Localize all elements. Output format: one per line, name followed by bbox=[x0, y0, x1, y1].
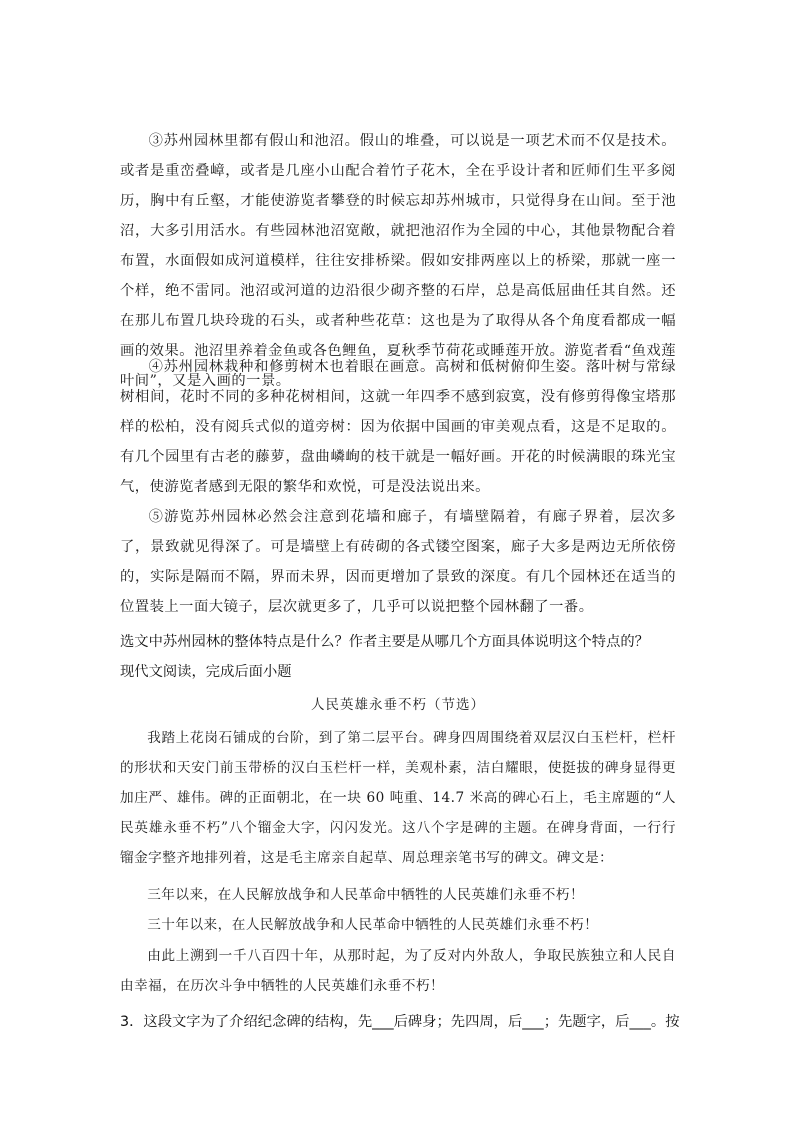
inscription-line-1: 三年以来，在人民解放战争和人民革命中牺牲的人民英雄们永垂不朽！ bbox=[147, 887, 585, 903]
section-intro: 现代文阅读，完成后面小题 bbox=[120, 664, 292, 680]
passage-suzhou-para5 bbox=[120, 502, 676, 622]
passage-monument-para1 bbox=[120, 723, 676, 873]
monument-paragraph-1: 我踏上花岗石铺成的台阶，到了第二层平台。碑身四周围绕着双层汉白玉栏杆，栏杆的形状和天安门前玉带桥的汉白玉栏杆一样，美观朴素，洁白耀眼，使挺拔的碑身显得更加庄严、雄伟。碑的正面朝北，在一块 60 吨重、14.7 米高的碑心石上，毛主席题的“人民英雄永垂不朽”八个镏金大字，闪闪发光。这八个字是碑的主题。在碑身背面，一行行镏金字整齐地排列着，这是毛主席亲自起草、周总理亲笔书写的碑文。碑文是： bbox=[120, 730, 676, 866]
paragraph-3: ③苏州园林里都有假山和池沼。假山的堆叠，可以说是一项艺术而不仅是技术。或者是重峦叠嶂，或者是几座小山配合着竹子花木，全在乎设计者和匠师们生平多阅历，胸中有丘壑，才能使游览者攀登的时候忘却苏州城市，只觉得身在山间。至于池沼，大多引用活水。有些园林池沼宽敞，就把池沼作为全园的中心，其他景物配合着布置，水面假如成河道模样，往往安排桥梁。假如安排两座以上的桥梁，那就一座一个样，绝不雷同。池沼或河道的边沿很少砌齐整的石岸，总是高低屈曲任其自然。还在那儿布置几块玲珑的石头，或者种些花草：这也是为了取得从各个角度看都成一幅画的效果。池沼里养着金鱼或各色鲤鱼，夏秋季节荷花或睡莲开放。游览者看“鱼戏莲叶间”，又是入画的一景。 bbox=[120, 133, 676, 389]
question-3: 3．这段文字为了介绍纪念碑的结构，先___后碑身；先四周，后___；先题字，后___。按 bbox=[120, 1014, 680, 1030]
passage-monument-inscription bbox=[120, 880, 676, 940]
inscription-line-3: 由此上溯到一千八百四十年，从那时起，为了反对内外敌人，争取民族独立和人民自由幸福，在历次斗争中牺牲的人民英雄们永垂不朽！ bbox=[120, 948, 676, 994]
passage-suzhou-para4 bbox=[120, 352, 676, 502]
passage-monument-inscription-3 bbox=[120, 941, 676, 1001]
inscription-line-2: 三十年以来，在人民解放战争和人民革命中牺牲的人民英雄们永垂不朽！ bbox=[147, 917, 599, 933]
question-suzhou: 选文中苏州园林的整体特点是什么？作者主要是从哪几个方面具体说明这个特点的？ bbox=[120, 634, 649, 650]
passage-monument-title: 人民英雄永垂不朽（节选） bbox=[311, 697, 485, 713]
paragraph-4: ④苏州园林栽种和修剪树木也着眼在画意。高树和低树俯仰生姿。落叶树与常绿树相间，花时不同的多种花树相间，这就一年四季不感到寂寞，没有修剪得像宝塔那样的松柏，没有阅兵式似的道旁树：因为依据中国画的审美观点看，这是不足取的。有几个园里有古老的藤萝，盘曲嶙峋的枝干就是一幅好画。开花的时候满眼的珠光宝气，使游览者感到无限的繁华和欢悦，可是没法说出来。 bbox=[120, 359, 676, 495]
paragraph-5: ⑤游览苏州园林必然会注意到花墙和廊子，有墙壁隔着，有廊子界着，层次多了，景致就见得深了。可是墙壁上有砖砌的各式镂空图案，廊子大多是两边无所依傍的，实际是隔而不隔，界而未界，因而更增加了景致的深度。有几个园林还在适当的位置装上一面大镜子，层次就更多了，几乎可以说把整个园林翻了一番。 bbox=[120, 509, 676, 615]
